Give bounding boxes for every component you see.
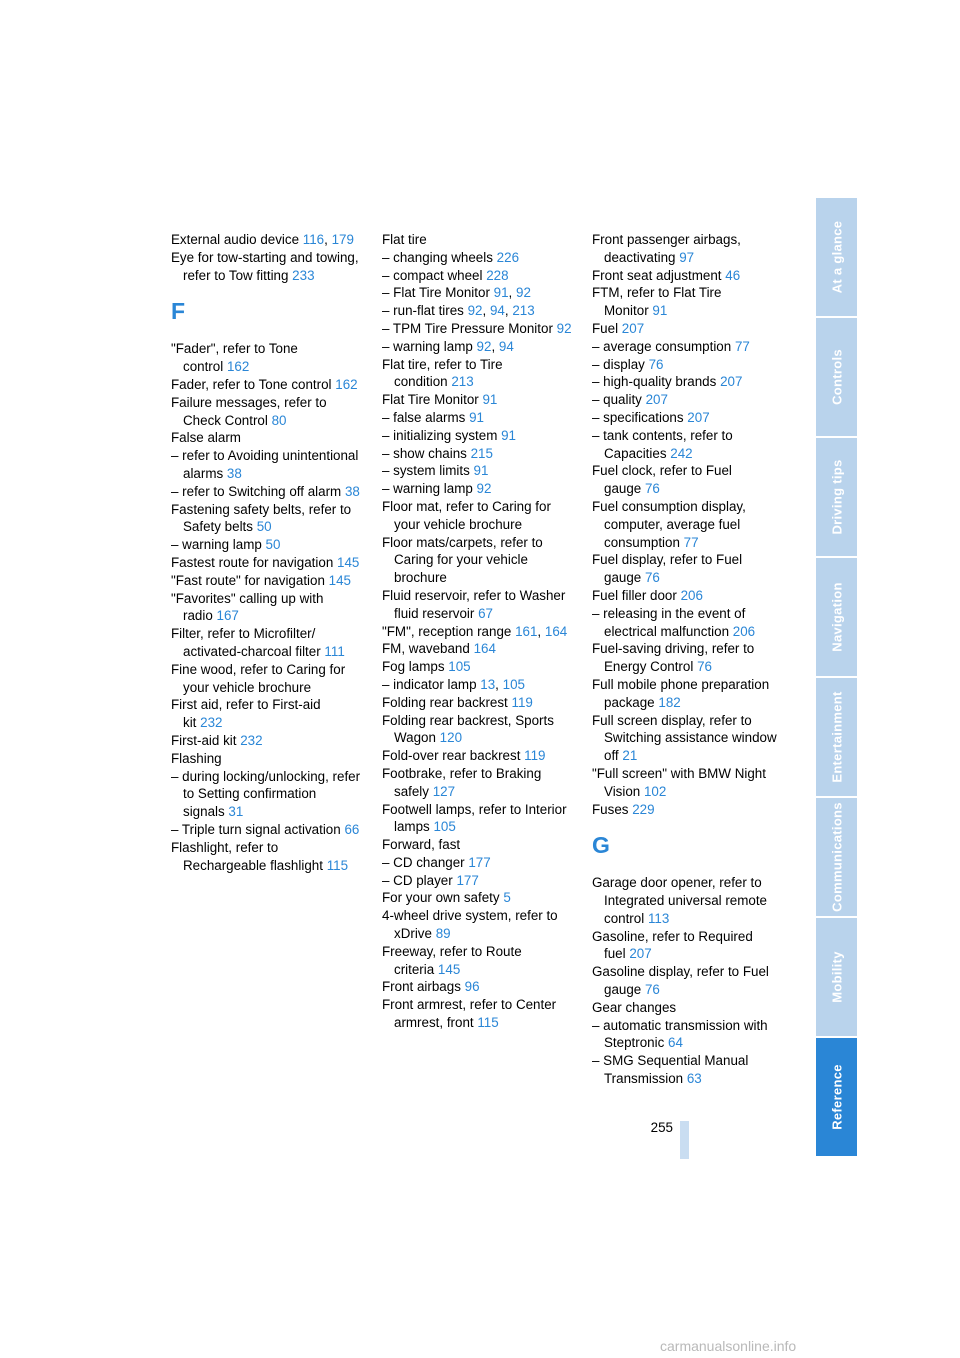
index-entry-text: Folding rear backrest, Sports Wagon bbox=[382, 712, 554, 746]
page-link[interactable]: 215 bbox=[470, 445, 493, 461]
index-entry bbox=[382, 978, 574, 996]
page-link[interactable]: 21 bbox=[622, 748, 638, 764]
index-entry-text: – CD changer bbox=[382, 854, 465, 870]
index-entry-text: – false alarms bbox=[382, 409, 466, 425]
page-link[interactable]: 5 bbox=[503, 890, 511, 906]
index-entry-text: 4-wheel drive system, refer to xDrive bbox=[382, 908, 558, 942]
index-entry-text: "FM", reception range bbox=[382, 623, 512, 639]
tab-reference[interactable] bbox=[816, 1038, 857, 1158]
index-entry-text: Eye for tow-starting and towing, refer to Tow fitting bbox=[171, 249, 359, 283]
index-entry-text: "Full screen" with BMW Night Vision bbox=[592, 765, 766, 799]
index-entry-text: – Triple turn signal activation bbox=[171, 821, 341, 837]
index-entry bbox=[382, 623, 574, 641]
index-entry bbox=[171, 821, 363, 839]
index-entry-text: Fine wood, refer to Caring for your vehicle brochure bbox=[171, 661, 346, 695]
index-entry-text: Fold-over rear backrest bbox=[382, 748, 521, 764]
index-entry-text: Floor mats/carpets, refer to Caring for your vehicle brochure bbox=[382, 534, 543, 586]
index-entry bbox=[382, 907, 574, 943]
page-link[interactable]: 76 bbox=[697, 659, 712, 675]
index-entry-text: Floor mat, refer to Caring for your vehicle brochure bbox=[382, 498, 551, 532]
index-entry-text: Full screen display, refer to Switching assistance window off bbox=[592, 712, 777, 764]
index-entry-text: – compact wheel bbox=[382, 267, 483, 283]
index-entry bbox=[592, 409, 784, 427]
page-link[interactable]: 50 bbox=[256, 519, 272, 535]
index-entry-text: Flat tire, refer to Tire condition bbox=[382, 356, 503, 390]
index-entry-text: – average consumption bbox=[592, 338, 732, 354]
index-entry bbox=[592, 231, 784, 267]
page-link[interactable]: 80 bbox=[271, 412, 287, 428]
index-entry bbox=[592, 963, 784, 999]
page-link[interactable]: 94 bbox=[489, 303, 505, 319]
index-entry bbox=[592, 373, 784, 391]
page-link[interactable]: 229 bbox=[632, 801, 655, 817]
page-link[interactable]: 89 bbox=[435, 926, 451, 942]
index-entry-text: Front armrest, refer to Center armrest, front bbox=[382, 997, 557, 1031]
index-entry-text: – refer to Switching off alarm bbox=[171, 483, 342, 499]
index-entry bbox=[382, 409, 574, 427]
index-entry bbox=[592, 498, 784, 551]
index-entry bbox=[592, 605, 784, 641]
index-entry bbox=[592, 874, 784, 927]
page-link[interactable]: 31 bbox=[228, 804, 244, 820]
index-entry-text: – high-quality brands bbox=[592, 374, 717, 390]
page-link[interactable]: 77 bbox=[683, 534, 699, 550]
page-link[interactable]: 206 bbox=[732, 623, 756, 639]
tab-label: Reference bbox=[829, 1064, 844, 1130]
page-separator: , bbox=[495, 676, 503, 692]
index-entry-text: Folding rear backrest bbox=[382, 694, 508, 710]
index-entry bbox=[382, 765, 574, 801]
tab-entertainment[interactable] bbox=[816, 678, 857, 798]
page-link[interactable]: 164 bbox=[544, 623, 568, 639]
index-entry bbox=[592, 765, 784, 801]
index-entry bbox=[382, 249, 574, 267]
page-link[interactable]: 228 bbox=[486, 267, 509, 283]
page-link[interactable]: 213 bbox=[512, 303, 535, 319]
tab-label: Mobility bbox=[829, 951, 844, 1003]
page-link[interactable]: 207 bbox=[645, 392, 668, 408]
index-entry-text: Footwell lamps, refer to Interior lamps bbox=[382, 801, 567, 835]
index-entry-text: – specifications bbox=[592, 409, 684, 425]
index-entry-text: Fastest route for navigation bbox=[171, 554, 334, 570]
page-link[interactable]: 91 bbox=[493, 285, 509, 301]
index-column-1 bbox=[171, 231, 363, 874]
page-number: 255 bbox=[650, 1120, 673, 1135]
page-separator: , bbox=[324, 232, 332, 247]
index-entry-text: Fuel-saving driving, refer to Energy Control bbox=[592, 641, 755, 675]
tab-controls[interactable] bbox=[816, 318, 857, 438]
index-entry-text: Fader, refer to Tone control bbox=[171, 376, 332, 392]
index-entry bbox=[382, 231, 574, 249]
index-entry bbox=[171, 483, 363, 501]
index-entry-text: First aid, refer to First-aid kit bbox=[171, 697, 321, 731]
page-link[interactable]: 91 bbox=[469, 409, 484, 425]
index-column-2 bbox=[382, 231, 574, 1032]
page-link[interactable]: 226 bbox=[496, 249, 520, 265]
index-entry-text: Gear changes bbox=[592, 999, 677, 1015]
index-entry bbox=[382, 338, 574, 356]
watermark: carmanualsonline.info bbox=[660, 1338, 797, 1354]
index-entry-text: False alarm bbox=[171, 430, 241, 446]
index-entry bbox=[382, 356, 574, 392]
index-entry-text: First-aid kit bbox=[171, 732, 237, 748]
tab-navigation[interactable] bbox=[816, 558, 857, 678]
index-entry-text: Front airbags bbox=[382, 979, 461, 995]
page-link[interactable]: 38 bbox=[344, 483, 360, 499]
index-entry bbox=[382, 836, 574, 854]
page-link[interactable]: 91 bbox=[473, 463, 489, 479]
index-entry-text: Gasoline, refer to Required fuel bbox=[592, 928, 753, 962]
index-entry bbox=[382, 391, 574, 409]
index-entry bbox=[592, 712, 784, 765]
index-entry-text: Filter, refer to Microfilter/ activated-charcoal filter bbox=[171, 626, 321, 659]
index-entry bbox=[382, 658, 574, 676]
page-link[interactable]: 233 bbox=[292, 267, 315, 283]
page-link[interactable]: 38 bbox=[226, 465, 242, 481]
page-link[interactable]: 242 bbox=[670, 445, 693, 461]
page-number-bar bbox=[680, 1121, 689, 1159]
index-entry bbox=[592, 267, 784, 285]
index-entry-text: – TPM Tire Pressure Monitor bbox=[382, 320, 553, 336]
index-entry-text: For your own safety bbox=[382, 890, 500, 906]
page-link[interactable]: 96 bbox=[464, 979, 480, 995]
index-entry bbox=[382, 854, 574, 872]
index-entry bbox=[171, 768, 363, 821]
index-entry-text: FTM, refer to Flat Tire Monitor bbox=[592, 285, 722, 319]
page-link[interactable]: 145 bbox=[328, 572, 351, 588]
page-link[interactable]: 161 bbox=[515, 623, 538, 639]
page-link[interactable]: 119 bbox=[524, 748, 546, 764]
page-link[interactable]: 91 bbox=[501, 427, 516, 443]
page-link[interactable]: 207 bbox=[687, 409, 710, 425]
index-entry bbox=[382, 747, 574, 765]
index-entry-text: Flat tire bbox=[382, 232, 427, 247]
section-letter: F bbox=[171, 298, 186, 325]
page-link[interactable]: 92 bbox=[556, 320, 572, 336]
page-separator: , bbox=[508, 285, 516, 301]
index-entry-text: Flashlight, refer to Rechargeable flashlight bbox=[171, 839, 323, 873]
index-entry bbox=[592, 338, 784, 356]
section-letter: G bbox=[592, 832, 610, 859]
page-link[interactable]: 179 bbox=[331, 232, 354, 247]
index-entry-text: FM, waveband bbox=[382, 641, 470, 657]
tab-label: Controls bbox=[829, 349, 844, 405]
index-entry-text: – during locking/unlocking, refer to Setting confirmation signals bbox=[171, 768, 361, 820]
page-link[interactable]: 164 bbox=[473, 641, 496, 657]
index-entry-text: Fuel display, refer to Fuel gauge bbox=[592, 552, 743, 586]
page-link[interactable]: 91 bbox=[652, 303, 668, 319]
page-link[interactable]: 162 bbox=[226, 359, 250, 375]
page-link[interactable]: 213 bbox=[451, 374, 474, 390]
index-entry-text: – show chains bbox=[382, 445, 467, 461]
index-entry-text: Footbrake, refer to Braking safely bbox=[382, 765, 542, 799]
index-entry-text: Fluid reservoir, refer to Washer fluid reservoir bbox=[382, 587, 566, 621]
index-entry bbox=[171, 732, 363, 750]
index-entry-text: – initializing system bbox=[382, 427, 498, 443]
index-entry bbox=[171, 750, 363, 768]
index-entry-text: – refer to Avoiding unintentional alarms bbox=[171, 448, 359, 481]
page-separator: , bbox=[482, 303, 490, 319]
page-link[interactable]: 119 bbox=[511, 694, 533, 710]
page-link[interactable]: 50 bbox=[265, 537, 281, 553]
page-link[interactable]: 167 bbox=[216, 608, 239, 624]
index-entry-text: – warning lamp bbox=[171, 537, 262, 553]
page-link[interactable]: 64 bbox=[668, 1035, 683, 1051]
tab-at-a-glance[interactable] bbox=[816, 198, 857, 318]
index-entry bbox=[382, 872, 574, 890]
index-entry-text: Fastening safety belts, refer to Safety belts bbox=[171, 501, 352, 535]
index-entry bbox=[382, 427, 574, 445]
page-link[interactable]: 63 bbox=[686, 1071, 702, 1087]
index-entry bbox=[382, 712, 574, 748]
index-entry-text: Fuel consumption display, computer, average fuel consumption bbox=[592, 498, 746, 550]
index-entry-text: – indicator lamp bbox=[382, 676, 477, 692]
page-link[interactable]: 120 bbox=[439, 730, 463, 746]
index-entry-text: – CD player bbox=[382, 872, 453, 888]
index-entry bbox=[592, 1052, 784, 1088]
index-entry-text: Gasoline display, refer to Fuel gauge bbox=[592, 964, 769, 998]
chapter-tabs bbox=[816, 198, 857, 1158]
page-link[interactable]: 232 bbox=[200, 715, 223, 731]
index-entry-text: – system limits bbox=[382, 463, 470, 479]
index-entry bbox=[171, 394, 363, 430]
index-entry-text: Fuel filler door bbox=[592, 587, 677, 603]
index-entry-text: Failure messages, refer to Check Control bbox=[171, 394, 327, 428]
page-link[interactable]: 77 bbox=[734, 338, 750, 354]
page-link[interactable]: 207 bbox=[629, 946, 652, 962]
page-link[interactable]: 127 bbox=[432, 783, 456, 799]
index-entry bbox=[382, 534, 574, 587]
index-entry-text: Fuses bbox=[592, 801, 629, 817]
index-entry-text: "Fast route" for navigation bbox=[171, 572, 325, 588]
index-entry-text: – warning lamp bbox=[382, 338, 473, 354]
index-entry-text: – automatic transmission with Steptronic bbox=[592, 1017, 768, 1051]
page-link[interactable]: 67 bbox=[478, 605, 494, 621]
index-entry bbox=[592, 999, 784, 1017]
index-entry bbox=[592, 587, 784, 605]
index-entry-text: – releasing in the event of electrical malfunction bbox=[592, 605, 746, 639]
page-link[interactable]: 105 bbox=[448, 659, 471, 675]
page-link[interactable]: 102 bbox=[643, 783, 667, 799]
tab-mobility[interactable] bbox=[816, 918, 857, 1038]
index-entry bbox=[592, 427, 784, 463]
tab-label: Communications bbox=[829, 802, 844, 912]
tab-driving-tips[interactable] bbox=[816, 438, 857, 558]
index-entry-text: – display bbox=[592, 356, 645, 372]
index-entry-text: Fog lamps bbox=[382, 659, 445, 675]
page-link[interactable]: 116 bbox=[302, 232, 325, 247]
index-entry-text: – warning lamp bbox=[382, 481, 473, 497]
index-entry-text: "Favorites" calling up with radio bbox=[171, 590, 324, 624]
index-entry bbox=[382, 302, 574, 320]
page-link[interactable]: 92 bbox=[516, 285, 531, 301]
index-entry bbox=[592, 320, 784, 338]
index-entry bbox=[171, 696, 363, 732]
index-entry bbox=[382, 943, 574, 979]
index-entry bbox=[592, 801, 784, 819]
page-link[interactable]: 145 bbox=[437, 961, 461, 977]
index-entry bbox=[382, 445, 574, 463]
page-link[interactable]: 94 bbox=[498, 338, 514, 354]
index-entry bbox=[171, 501, 363, 537]
page-separator: , bbox=[504, 303, 513, 319]
page-link[interactable]: 92 bbox=[467, 303, 483, 319]
index-entry bbox=[382, 480, 574, 498]
tab-label: Entertainment bbox=[829, 691, 844, 783]
index-entry bbox=[171, 340, 363, 376]
index-entry bbox=[382, 267, 574, 285]
tab-label: At a glance bbox=[829, 220, 844, 294]
page-link[interactable]: 92 bbox=[476, 481, 492, 497]
index-entry-text: – run-flat tires bbox=[382, 303, 464, 319]
tab-label: Navigation bbox=[829, 582, 844, 652]
page-link[interactable]: 177 bbox=[468, 854, 491, 870]
index-entry-text: Fuel clock, refer to Fuel gauge bbox=[592, 463, 732, 497]
index-entry bbox=[592, 551, 784, 587]
index-entry-text: External audio device bbox=[171, 232, 300, 247]
index-entry bbox=[382, 801, 574, 837]
page-link[interactable]: 207 bbox=[720, 374, 743, 390]
index-entry bbox=[171, 554, 363, 572]
index-entry bbox=[171, 249, 363, 285]
page-link[interactable]: 105 bbox=[433, 819, 456, 835]
index-entry bbox=[592, 676, 784, 712]
index-entry bbox=[592, 284, 784, 320]
index-entry-text: "Fader", refer to Tone control bbox=[171, 341, 298, 375]
page-link[interactable]: 46 bbox=[725, 267, 741, 283]
index-entry-text: Front passenger airbags, deactivating bbox=[592, 232, 741, 265]
index-entry-text: – SMG Sequential Manual Transmission bbox=[592, 1053, 749, 1087]
tab-communications[interactable] bbox=[816, 798, 857, 918]
index-entry bbox=[171, 429, 363, 447]
page-link[interactable]: 76 bbox=[644, 481, 660, 497]
index-entry bbox=[171, 839, 363, 875]
page-link[interactable]: 177 bbox=[456, 872, 479, 888]
index-entry bbox=[382, 676, 574, 694]
page-separator: , bbox=[491, 338, 499, 354]
page-link[interactable]: 76 bbox=[644, 982, 660, 998]
index-entry bbox=[382, 996, 574, 1032]
tab-label: Driving tips bbox=[829, 459, 844, 535]
page-link[interactable]: 76 bbox=[644, 570, 660, 586]
index-entry bbox=[592, 1017, 784, 1053]
index-entry-text: Flat Tire Monitor bbox=[382, 392, 479, 408]
page-link[interactable]: 113 bbox=[647, 910, 670, 926]
page-link[interactable]: 105 bbox=[502, 676, 525, 692]
index-column-3 bbox=[592, 231, 784, 1088]
page-link[interactable]: 92 bbox=[476, 338, 492, 354]
index-entry bbox=[592, 928, 784, 964]
index-entry bbox=[171, 572, 363, 590]
index-entry bbox=[592, 462, 784, 498]
index-entry bbox=[382, 498, 574, 534]
page-link[interactable]: 145 bbox=[337, 554, 360, 570]
page-link[interactable]: 182 bbox=[658, 694, 681, 710]
index-entry bbox=[382, 694, 574, 712]
page-link[interactable]: 162 bbox=[335, 376, 358, 392]
page-link[interactable]: 115 bbox=[326, 857, 349, 873]
index-entry-text: Freeway, refer to Route criteria bbox=[382, 943, 522, 977]
index-entry-text: Full mobile phone preparation package bbox=[592, 676, 770, 710]
index-entry-text: – Flat Tire Monitor bbox=[382, 285, 490, 301]
index-entry-text: Fuel bbox=[592, 320, 619, 336]
page-link[interactable]: 91 bbox=[482, 392, 498, 408]
index-entry bbox=[171, 447, 363, 483]
index-entry-text: Flashing bbox=[171, 750, 222, 766]
index-entry-text: Front seat adjustment bbox=[592, 267, 722, 283]
index-entry bbox=[382, 640, 574, 658]
page-link[interactable]: 207 bbox=[621, 320, 645, 336]
page-link[interactable]: 97 bbox=[679, 249, 695, 265]
index-entry bbox=[382, 587, 574, 623]
page-link[interactable]: 232 bbox=[240, 732, 263, 748]
page-link[interactable]: 66 bbox=[344, 821, 360, 837]
index-entry bbox=[382, 889, 574, 907]
index-entry bbox=[171, 625, 363, 661]
index-entry bbox=[592, 640, 784, 676]
index-entry bbox=[592, 356, 784, 374]
page-link[interactable]: 115 bbox=[477, 1015, 499, 1031]
index-entry-text: Forward, fast bbox=[382, 837, 461, 853]
index-entry bbox=[171, 536, 363, 554]
page-link[interactable]: 111 bbox=[324, 643, 345, 659]
index-entry bbox=[382, 462, 574, 480]
index-entry bbox=[382, 284, 574, 302]
index-entry bbox=[171, 231, 363, 249]
page-link[interactable]: 76 bbox=[648, 356, 664, 372]
index-entry-text: – changing wheels bbox=[382, 249, 493, 265]
page-link[interactable]: 206 bbox=[680, 587, 703, 603]
index-entry-text: – tank contents, refer to Capacities bbox=[592, 427, 733, 461]
index-entry bbox=[171, 376, 363, 394]
index-entry bbox=[382, 320, 574, 338]
index-entry-text: – quality bbox=[592, 392, 642, 408]
index-entry-text: Garage door opener, refer to Integrated universal remote control bbox=[592, 875, 768, 926]
index-entry bbox=[171, 661, 363, 697]
page-link[interactable]: 13 bbox=[480, 676, 496, 692]
index-entry bbox=[171, 590, 363, 626]
page-separator: , bbox=[537, 623, 545, 639]
index-entry bbox=[592, 391, 784, 409]
